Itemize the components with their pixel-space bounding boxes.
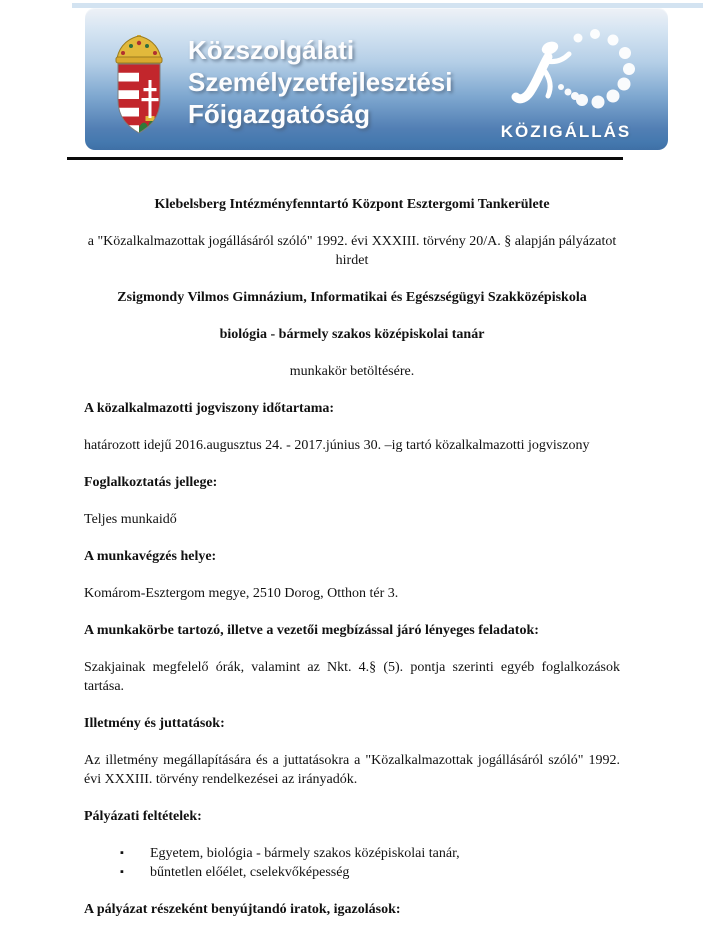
kozigallas-figure-icon: [500, 26, 650, 118]
header-banner: [85, 8, 668, 150]
section-body-workplace: Komárom-Esztergom megye, 2510 Dorog, Otthon tér 3.: [84, 586, 399, 601]
kozigallas-logo-label: KÖZIGÁLLÁS: [500, 122, 632, 141]
document-body: [84, 195, 620, 937]
section-heading-documents: A pályázat részeként benyújtandó iratok, igazolások:: [84, 902, 401, 917]
requirements-list-item: ▪ bűntetlen előélet, cselekvőképesség: [150, 863, 620, 882]
requirements-list: [84, 844, 620, 882]
section-heading-salary: Illetmény és juttatások:: [84, 716, 225, 731]
section-heading-duration: A közalkalmazotti jogviszony időtartama:: [84, 401, 335, 416]
school-name: Zsigmondy Vilmos Gimnázium, Informatikai és Egészségügyi Szakközépiskola: [117, 290, 587, 305]
legal-basis-text: a "Közalkalmazottak jogállásáról szóló" 1992. évi XXXIII. törvény 20/A. § alapján pályázatot hirdet: [87, 234, 617, 268]
position-suffix: munkakör betöltésére.: [289, 364, 415, 379]
org-name: [188, 34, 452, 130]
kozigallas-logo: [490, 26, 655, 142]
hungary-coat-of-arms-icon: [108, 32, 170, 138]
publisher-title: Klebelsberg Intézményfenntartó Központ Esztergomi Tankerülete: [154, 197, 550, 212]
org-name-line: Közszolgálati: [188, 35, 355, 65]
section-body-employment-type: Teljes munkaidő: [84, 512, 177, 527]
section-heading-workplace: A munkavégzés helye:: [84, 549, 217, 564]
section-body-duration: határozott idejű 2016.augusztus 24. - 2017.június 30. –ig tartó közalkalmazotti jogviszony: [84, 438, 590, 453]
org-name-line: Személyzetfejlesztési: [188, 67, 453, 97]
section-body-duties: Szakjainak megfelelő órák, valamint az Nkt. 4.§ (5). pontja szerinti egyéb foglalkozások tartása.: [84, 660, 620, 694]
org-name-line: Főigazgatóság: [188, 99, 371, 129]
requirements-list-item: ▪ Egyetem, biológia - bármely szakos középiskolai tanár,: [150, 844, 620, 863]
section-heading-employment-type: Foglalkoztatás jellege:: [84, 475, 218, 490]
section-heading-duties: A munkakörbe tartozó, illetve a vezetői megbízással járó lényeges feladatok:: [84, 623, 539, 638]
position-name: biológia - bármely szakos középiskolai tanár: [219, 327, 485, 342]
header-divider-rule: [67, 157, 623, 160]
section-heading-requirements: Pályázati feltételek:: [84, 809, 202, 824]
section-body-salary: Az illetmény megállapítására és a juttatásokra a "Közalkalmazottak jogállásáról szóló" 1992. évi XXXIII. törvény rendelkezései az irányadók.: [84, 753, 620, 787]
